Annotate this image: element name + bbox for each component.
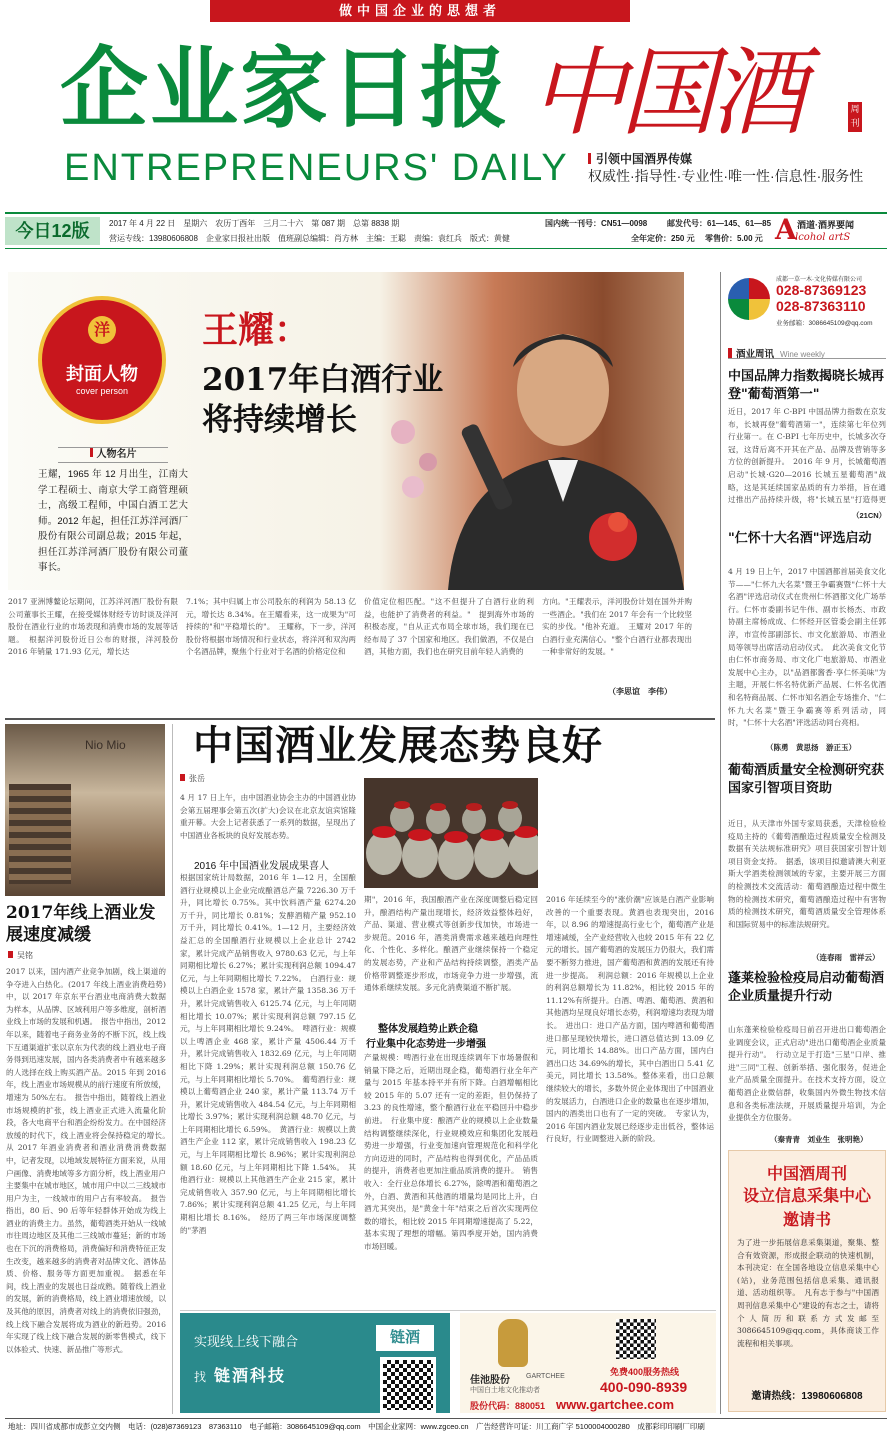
retail-price: 零售价：5.00 元 bbox=[705, 234, 763, 243]
bio-title-bar bbox=[90, 448, 93, 457]
brand-tagline-text: 引领中国酒界传媒 bbox=[596, 152, 693, 166]
postal-code: 邮发代号：61—145、61—85 bbox=[667, 219, 772, 228]
left-author bbox=[8, 950, 33, 961]
section-mark: A bbox=[775, 213, 797, 246]
stock-code: 股份代码：880051 bbox=[470, 1401, 546, 1411]
qr-code-icon-2[interactable] bbox=[616, 1319, 656, 1359]
cover-col-1: 2017 亚洲博鳌论坛期间，江苏洋河酒厂股份有限公司董事长王耀，在接受媒体财经专访时谈及洋河股份在酒业行业的市场表现和消费市场的发展等话题。 根据洋河股份近日公布的财报，洋河股份 2016 年销量 171.93 亿元，增长达 bbox=[8, 597, 178, 657]
news2-byline: （陈勇 黄思扬 游正玉） bbox=[766, 743, 856, 752]
ad-company: 链酒科技 bbox=[214, 1368, 287, 1385]
cover-byline: （李思谊 李伟） bbox=[608, 687, 672, 696]
weekly-en: Wine weekly bbox=[780, 350, 825, 359]
today-pages: 今日12版 bbox=[5, 217, 100, 245]
wine-shop-photo bbox=[5, 724, 165, 896]
issue-line-2: 营运专线：13980606808 企业家日报社出版 值班副总编辑：肖方林 主编：王聪 责编：袁红兵 版式：黄健 bbox=[109, 234, 510, 243]
ad-email: 业务邮箱：3086645109@qq.com bbox=[776, 320, 873, 327]
ad-logo-icon bbox=[728, 278, 770, 320]
news4-body: 山东蓬莱检验检疫局日前召开进出口葡萄酒企业调度会议，正式启动"进出口葡萄酒企业质量提升行动"。 行动立足于打造"三星"口岸、推进"三同"工程、创新举措、强化服务，促进企业产品质量全面提升。在技术支持方面，设立葡萄酒企业微信群，收集国内外微生物技术信息和各类标准法规，开展质量提升培训，为企业提供全方位服务。 bbox=[728, 1025, 886, 1123]
bio-text: 王耀，1965 年 12 月出生，江南大学工程硕士、南京大学工商管理硕士，高级工程师，中国白酒工艺大师。2012 年起，担任江苏洋河酒厂股份有限公司副总裁；2015 年起，担任江苏洋河酒厂股份有限公司董事长。 bbox=[38, 469, 188, 573]
author-marker-main bbox=[180, 774, 185, 781]
left-body: 2017 以来，国内酒产业竞争加剧，线上渠道的争夺进入白热化。(2017 年线上酒业消费趋势)中，以 2017 年京东平台酒业电商消费大数据为样本，从品牌、区域利用户等多维度，剖析酒业线上市场的发展和机遇。 报告中指出，2012 年以来，随着电子商务业务的不断下沉，线上线下互通渠道扩张以京东为代表的线上酒业电子商务得到迅速发展，国内各类消费者中有越来越多的人选择在线上购买酒产品。2015 年到 2016 年，线上酒业市场规模从的前行速度有所放缓，增速为 50%左右。 报告中指出，随着线上酒业市场规模的扩张，线上酒业正式进入流量化阶段，各大电商平台和酒企纷纷发力。在中国经济放缓的时代下，线上酒业将会保持稳定的增长。 从 2017 年酒业消费者和酒业消费消费数据中，记者发现，以地域发展特征方面来说，从用户画像、消费地域等多方面分析，线上酒业用户主要集中在城市地区，城市用户中以二三线城市用户为主，一线城市的用户占有率较高。 报告指出，80 后、90 后等年轻群体开始成为线上酒业的消费主力。虽然，葡萄酒类开始从一线城市往周边地区及其他二三线城市蔓延；新的市场也在下沉的消费格局，消费偏好和消费特征正发生改变，越来越多的消费者对品牌文化、酒体品质、价格、服务等方面更加重视。 据悉在年间，线上酒业的发展也日益成熟。随着线上酒业的发展，新的消费格局，线上酒业增速放缓，以及其他的原因，消费者对线上的消费依旧强劲，线上线下融合发展将成为酒业的新趋势。2016 年实现了线上线下融合发展的新零售模式，线下以体验式、快速、新品推广等形式。 bbox=[6, 967, 166, 1354]
notice-body: 为了进一步拓展信息采集渠道，聚集、整合有效资源，形成报企联动的快速机制，本刊决定：在全国各地设立信息采集中心(站)，业务范围包括信息采集、通讯报道、活动组织等。 凡有志于参与"中国酒周刊信息采集中心"建设的有志之士，请将个人简历和联系方式发邮至3086645109@qq.com，具体商谈工作流程和相关事项。 bbox=[737, 1238, 879, 1348]
ad-line-2 bbox=[194, 1363, 286, 1386]
cover-headline-1: 2017年白酒行业 bbox=[202, 362, 444, 398]
notice-hotline: 邀请热线：13980606808 bbox=[751, 1391, 863, 1402]
footer-text: 地址：四川省成都市成彭立交内侧 电话：(028)87369123 87363110 电子邮箱：3086645109@qq.com 中国企业家网：www.zgceo.cn 广告经营许可证：川工商广字 5100004000280 成都彩印印刷厂印刷 bbox=[8, 1422, 705, 1431]
badge-label-en: cover person bbox=[75, 386, 129, 396]
bottom-ad bbox=[180, 1310, 716, 1415]
bio-title bbox=[58, 447, 168, 463]
ad-company-name: 成都一草一木·文化传媒有限公司 bbox=[776, 277, 862, 283]
ad-phone-2: 028-87363110 bbox=[776, 298, 866, 314]
wine-jars-photo bbox=[364, 778, 538, 888]
main-body-1: 根据国家统计局数据，2016 年 1—12 月，全国酿酒行业规模以上企业完成酿酒总产量 7226.30 万千升，同比增长 0.75%。其中饮料酒产量 6274.20 万千升，同比增长 0.81%；发酵酒精产量 952.10 万千升，同比增长 0.41%。1—12 月，主要经济效益汇总的全国酿酒行业规模以上企业总计 2742 家，累计完成产品销售收入 9780.63 亿元，与上年同期相比增长 6.27%；累计实现利润总额 1094.47 亿元，与上年同期相比增长 7.22%。 白酒行业：规模以上白酒企业 1578 家，累计产量 1358.36 万千升，累计完成销售收入 6125.74 亿元，与上年同期相比增长 10.07%；累计实现利润总额 797.15 亿元，与上年同期相比增长 9.24%。 啤酒行业：规模以上啤酒企业 468 家，累计产量 4506.44 万千升，累计完成销售收入 1832.69 亿元，与上年同期相比下降 1.29%；累计实现利润总额 150.76 亿元，与上年同期相比增长 5.70%。 葡萄酒行业：规模以上葡萄酒企业 240 家，累计产量 113.74 万千升，累计完成销售收入 484.54 亿元，与上年同期相比增长 3.97%；累计实现利润总额 48.70 亿元，与上年同期相比增长 6.59%。 黄酒行业：规模以上黄酒生产企业 112 家，累计完成销售收入 198.23 亿元，与上年同期相比增长 8.96%；累计实现利润总额 18.60 亿元，与上年同期相比下降 1.54%。 其他酒行业：规模以上其他酒生产企业 215 家，累计完成销售收入 357.90 亿元，与上年同期相比增长 7.86%；累计实现利润总额 41.25 亿元，与上年同期相比增长 8.16%。 经历了两三年市场深度调整的"茅酒 bbox=[180, 873, 356, 1235]
badge-label-cn: 封面人物 bbox=[66, 364, 138, 384]
news2-title: "仁怀十大名酒"评选启动 bbox=[728, 531, 872, 546]
weekly-bar bbox=[728, 344, 886, 359]
main-body-4: 2016 年延续至今的"涨价潮"应该是白酒产业影响改善的一个重要表现。黄酒也表现突出，2016 年，以 8.96 的增速提高行业七个，葡萄酒产业是增速减缓，全产业经营收入也较 2015 年有 22 亿元的增长。国产葡萄酒的发展压力仍很大，我们需要不断努力推进，国产葡萄酒和黄酒的发展还有待进一步提高。 利润总额：2016 年规模以上企业的利润总额增长为 11.82%，相比较 2015 年的 11.12%有所提升。白酒、啤酒、葡萄酒、黄酒和其他酒均呈现良好增长态势，利润增速均表现为增长。 进出口：进口产品方面，国内啤酒和葡萄酒进口都呈现较快增长，进口酒总值达到 13.09 亿元，同比增长 14.88%。出口产品方面，国内白酒出口达 34.69%的增长，其中白酒出口 5.41 亿美元，同比增长 13.58%。整体来看，出口总额继续较大的增长，多数外贸企业体现出了中国酒业的发展活力，白酒进口企业的数量也在逐步增加，国内的酒类出口也有了一定的突破。 专家认为，2016 年国内酒业发展已经逐步走出低谷，整体运行良好，行业调整进入新的阶段。 bbox=[546, 895, 714, 1144]
main-body-3: 产量规模：啤酒行业在出现连续调年下市场暑假和销量下降之后，近期出现企稳，葡萄酒行业全年产量与 2015 年基本持平并有所下降。白酒增幅相比较 2015 年的 5.07 还有一定的差距，但仍保持了 3.23 的良性增速，整个酿酒行业在平稳回升中稳步前进。 行业集中度：酿酒产业的规模以上企业数量结构调整继续深化，行业规模效应和集团化发展趋势进一步增强，行业变加速向管理规范化和科学化方向迈进的同时，产品结构也得到优化，产品品质的提升，消费者也更加注重品质消费的提升。 销售收入：全行业总体增长 6.27%，除啤酒和葡萄酒之外，白酒、黄酒和其他酒的增量均是同比上升，白酒尤其突出，是"黄金十年"结束之后首次实现两位数的增长，相比较 2015 年同期增速提高了 5.22，基本实现了理想的增幅。第四季度开始，国内消费市场回暖。 bbox=[364, 1053, 538, 1251]
brand-seal: 周刊 bbox=[848, 102, 862, 132]
brand-tagline-bar bbox=[588, 153, 591, 164]
news4-title: 蓬莱检验检疫局启动葡萄酒企业质量提升行动 bbox=[728, 971, 885, 1004]
wine-shelf bbox=[9, 784, 71, 884]
masthead bbox=[0, 0, 892, 210]
info-bar bbox=[5, 212, 887, 249]
main-subhead-2b: 行业集中化态势进一步增强 bbox=[366, 1039, 486, 1050]
news2-body: 4 月 19 日上午，2017 中国酒都首届美食文化节——"仁怀九大名菜"暨王争霸赛暨"仁怀十大名酒"评选启动仪式在贵州仁怀酒都文化广场举行。仁怀市委副书记牛伟、副市长杨杰、市政协副主席杨成成、仁怀经开区管委会副主任郭淳，市宣传部副部长、市文化旅游局、市酒业局等领导出席活动启动仪式。 此次美食文化节由仁怀市商务局、市文化广电旅游局、市酒业发展中心主办，以"品酒都酱香·享仁怀美味"为主题，开展仁怀名特优新产品展、仁怀名优酒和名特商品展、仁怀市知名酒企专场推介、"仁怀九大名菜"暨王争霸赛等系列活动，同时，"仁怀十大名酒"评选活动同台亮相。 bbox=[728, 567, 886, 728]
ad-prefix: 找 bbox=[194, 1370, 207, 1384]
news1-title: 中国品牌力指数揭晓长城再登"葡萄酒第一" bbox=[728, 369, 885, 402]
bottle-icon bbox=[498, 1319, 528, 1367]
weekly-label: 酒业周讯 bbox=[736, 349, 775, 360]
news3-title: 葡萄酒质量安全检测研究获国家引智项目资助 bbox=[728, 763, 885, 796]
brand-logo-calligraphy: 中国酒 bbox=[530, 37, 800, 149]
badge-icon: 洋 bbox=[88, 316, 116, 344]
section-en: lcohol artS bbox=[795, 232, 851, 243]
cover-person-badge bbox=[38, 296, 166, 424]
ad-line-1: 实现线上线下融合 bbox=[194, 1334, 299, 1349]
main-subhead-1: 2016 年中国酒业发展成果喜人 bbox=[194, 861, 330, 872]
notice-title-1: 中国酒周刊 bbox=[766, 1164, 847, 1183]
news3-body: 近日，从天津市外国专家局获悉，天津检验检疫局主持的《葡萄酒酿造过程质量安全检测及数据有关法规标准研究》项目获国家引智计划项目资金支持。 据悉，该项目拟邀请澳大利亚斯大学酒类检测领域的专家，主要开展三方面的检测技术交流活动：葡萄酒酿造过程中微生物的检测技术研究，葡萄酒酿造过程中有害物质的检测技术研究，葡萄酒质量安全管理体系和国际贸易中的标准法规研究。 bbox=[728, 819, 886, 929]
news3-byline: （连春雨 雷祥云） bbox=[812, 953, 880, 962]
ad-gartchee bbox=[460, 1313, 716, 1413]
jars-illustration bbox=[364, 778, 538, 888]
main-headline: 中国酒业发展态势良好 bbox=[193, 722, 603, 769]
divider-right bbox=[720, 272, 721, 1414]
hotline-number: 400-090-8939 bbox=[600, 1379, 688, 1395]
masthead-title-cn: 企业家日报 bbox=[60, 36, 511, 140]
brand-values: 权威性·指导性·专业性·唯一性·信息性·服务性 bbox=[588, 168, 864, 184]
cover-col-3: 价值定位相匹配。"这不但提升了白酒行业的利益，也能护了消费者的利益。" 提到海外市场的积极态度，"自从正式布局全球市场，我们现在已经布局了 37 个国家和地区。我们做酒，不仅是白酒，其他方面，我们也在研究目前年轻人消费的 bbox=[364, 597, 534, 657]
weekly-marker bbox=[728, 348, 732, 358]
left-author-name: 吴铭 bbox=[17, 951, 33, 960]
main-body-2: 期"，2016 年，我国酿酒产业在深度调整后稳定回升，酿酒结构产量出现增长，经济效益整体趋好，产品、渠道、营业模式等创新步伐加快，市场进一步规范。2016 年，酒类消费需求越来越趋向理性化、个性化、多样化。酿酒产业继续保持一个稳定的发展态势，产业和产品结构持续调整，酒类产品价格带调整逐步形成，市场竞争力进一步增强，流通体系继续发展。多元化消费渠道不断扩展。 bbox=[364, 895, 538, 993]
ad-phone-1: 028-87369123 bbox=[776, 282, 867, 298]
qr-code-icon[interactable] bbox=[380, 1357, 436, 1413]
issue-line-1: 2017 年 4 月 22 日 星期六 农历丁酉年 三月二十六 第 087 期 总第 8838 期 bbox=[109, 219, 400, 228]
main-lead: 4 月 17 日上午，由中国酒业协会主办的中国酒业协会第五届理事会第五次(扩大)会议在北京友谊宾馆隆重开幕。大会上记者获悉了一系列的数据，呈现出了中国酒业各板块的良好发展态势。 bbox=[180, 793, 356, 840]
masthead-title-en: ENTREPRENEURS' DAILY bbox=[64, 147, 569, 189]
main-author bbox=[180, 773, 205, 784]
annual-price: 全年定价：250 元 bbox=[631, 234, 695, 243]
ad-logo: 链酒 bbox=[376, 1325, 434, 1351]
cover-col-4: 方向。"王耀表示，洋河股份计划在国外并购一些酒企。"我们在 2017 年会有一个比较坚实的步伐。"他补充道。 王耀对 2017 年的白酒行业充满信心。"整个白酒行业都表现出一种非常好的发展。" bbox=[542, 597, 692, 657]
bio-title-text: 人物名片 bbox=[96, 449, 137, 460]
news4-byline: （秦青青 刘业生 张明艳） bbox=[770, 1135, 868, 1144]
notice-title-2: 设立信息采集中心 bbox=[742, 1186, 871, 1205]
brand-tagline bbox=[588, 150, 692, 167]
main-subhead-2a: 整体发展趋势止跌企稳 bbox=[378, 1024, 478, 1035]
cover-name: 王耀： bbox=[202, 309, 311, 351]
ad-lianjiu bbox=[180, 1313, 450, 1413]
gartchee-slogan: 中国白土地文化推动者 bbox=[470, 1387, 540, 1394]
gartchee-cn: 佳池股份 bbox=[470, 1375, 510, 1386]
left-headline: 2017年线上酒业发展速度减缓 bbox=[6, 903, 156, 945]
notice-title-3: 邀请书 bbox=[782, 1210, 831, 1229]
news1-byline: （21CN） bbox=[852, 511, 887, 520]
masthead-slogan: 做中国企业的思想者 bbox=[210, 0, 630, 22]
gartchee-website[interactable]: www.gartchee.com bbox=[556, 1397, 674, 1412]
footer-divider bbox=[5, 1418, 887, 1419]
section-cn: 酒道·酒界要闻 bbox=[797, 220, 854, 230]
notice-box bbox=[728, 1150, 886, 1412]
right-ad bbox=[728, 274, 886, 328]
cover-col-2: 7.1%；其中归属上市公司股东的利润为 58.13 亿元，增长达 8.34%。在王耀看来，这一成果为"可持续的"和"平稳增长的"。 王耀称，下一步，洋河股份将根据市场情况和行业状态，将洋河和双沟两个名酒品牌，聚焦个行业对于名酒的价格定位和 bbox=[186, 597, 356, 657]
cover-story bbox=[8, 272, 718, 712]
gartchee-en: GARTCHEE bbox=[526, 1373, 565, 1380]
author-marker bbox=[8, 951, 13, 958]
cn-number: 国内统一刊号：CN51—0098 bbox=[545, 219, 648, 228]
divider-left bbox=[172, 724, 173, 1414]
news1-body: 近日，2017 年 C-BPI 中国品牌力指数在京发布，长城再登"葡萄酒第一"，连续第七年位列行业第一。在 C-BPI 七年历史中，长城多次夺冠，这背后离不开其在产品、品牌及营销等多方位的创新提升。 2016 年 9 月，长城葡萄酒启动"长城·G20—2016 长城五星葡萄酒"战略，这是其延续国家品质的有力举措，旨在通过推出产品持续升级，将"长城五星"打造得更 bbox=[728, 407, 886, 505]
cover-headline-2: 将持续增长 bbox=[202, 402, 357, 438]
shop-sign: Nio Mio bbox=[85, 738, 126, 752]
main-author-name: 张岳 bbox=[189, 774, 205, 783]
hotline-label: 免费400服务热线 bbox=[610, 1367, 680, 1377]
